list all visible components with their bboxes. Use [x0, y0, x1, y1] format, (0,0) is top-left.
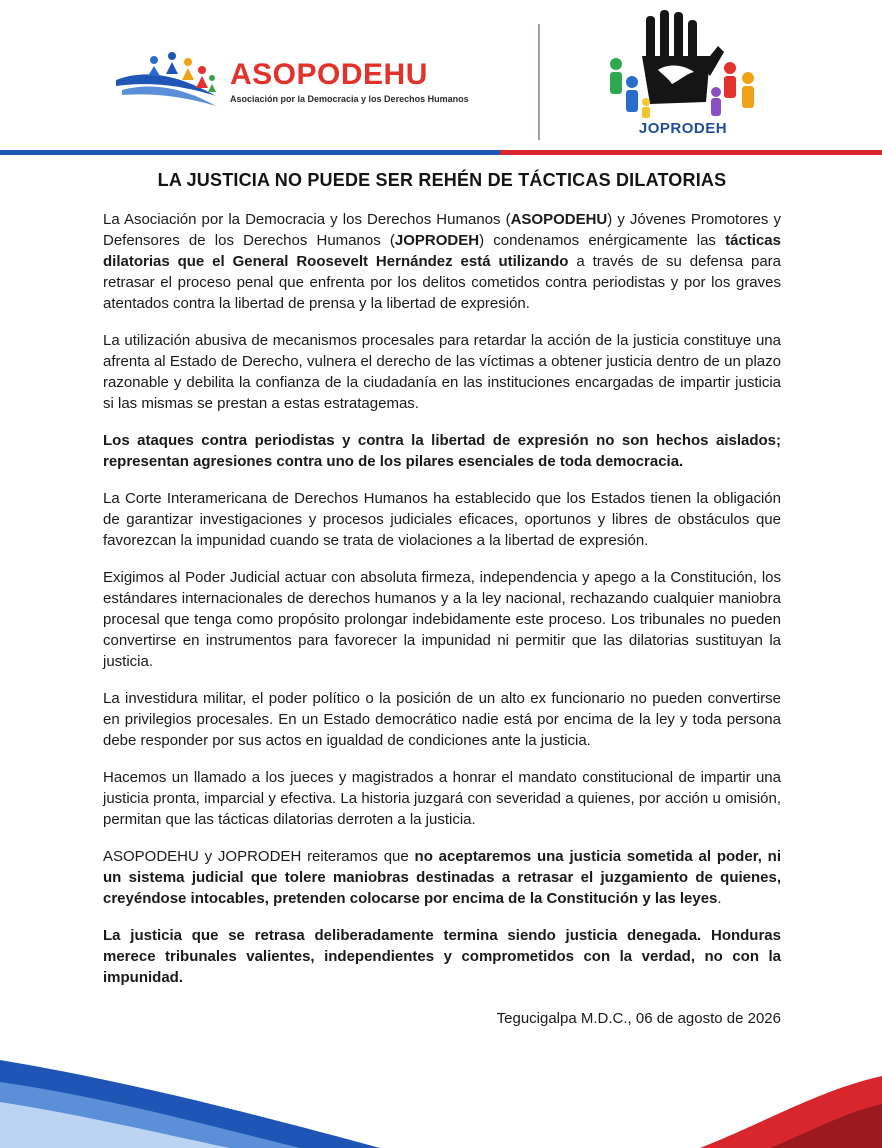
paragraph-8: [103, 846, 781, 909]
header-stripe-red: [500, 150, 882, 155]
paragraph-1-text-4: a través de su defensa para retrasar el proceso penal que enfrenta por los delitos cometidos contra periodistas y por los graves atentados contra la libertad de prensa y la libertad de expresión.: [103, 253, 781, 312]
asopodehu-subtitle: Asociación por la Democracia y los Derechos Humanos: [230, 94, 469, 104]
paragraph-8-text-2: .: [717, 890, 722, 907]
joprodeh-name: JOPRODEH: [638, 120, 728, 137]
asopodehu-name: ASOPODEHU: [230, 58, 428, 91]
document-body: [103, 170, 781, 1029]
paragraph-1-bold-1: ASOPODEHU: [510, 211, 608, 228]
closing-date: Tegucigalpa M.D.C., 06 de agosto de 2026: [496, 1010, 781, 1027]
header-stripe-blue: [0, 150, 500, 155]
paragraph-1-text-3: ) condenamos enérgicamente las: [479, 232, 726, 249]
paragraph-1-bold-2: JOPRODEH: [394, 232, 480, 249]
paragraph-8-text-1: ASOPODEHU y JOPRODEH reiteramos que: [103, 848, 415, 865]
people-swoosh-icon: [112, 46, 224, 116]
paragraph-1: [103, 209, 781, 314]
paragraph-1-text-1: La Asociación por la Democracia y los Derechos Humanos (: [103, 211, 511, 228]
paragraph-1-text-2: ) y Jóvenes Promotores y Defensores de los Derechos Humanos (: [103, 211, 781, 249]
paragraph-7: Hacemos un llamado a los jueces y magistrados a honrar el mandato constitucional de impartir una justicia pronta, imparcial y efectiva. La historia juzgará con severidad a quienes, por acción u omisión, permitan que las tácticas dilatorias derroten a la justicia.: [103, 769, 781, 828]
paragraph-4: La Corte Interamericana de Derechos Humanos ha establecido que los Estados tienen la obligación de garantizar investigaciones y procesos judiciales eficaces, oportunos y libres de obstáculos que favorezcan la impunidad cuando se trata de violaciones a la libertad de expresión.: [103, 490, 781, 549]
header-stripe: [0, 150, 882, 155]
paragraph-9: La justicia que se retrasa deliberadamente termina siendo justicia denegada. Honduras merece tribunales valientes, independientes y comprometidos con la verdad, no con la impunidad.: [103, 927, 781, 986]
paragraph-1-bold-3: tácticas dilatorias que el General Roosevelt Hernández está utilizando: [103, 232, 781, 270]
header-divider: [538, 24, 540, 140]
hand-people-icon: [598, 8, 768, 120]
document-title: LA JUSTICIA NO PUEDE SER REHÉN DE TÁCTICAS DILATORIAS: [157, 170, 727, 190]
paragraph-8-bold-1: no aceptaremos una justicia sometida al poder, ni un sistema judicial que tolere maniobras destinadas a retrasar el juzgamiento de quienes, creyéndose intocables, pretenden colocarse por encima de la Constitución y las leyes: [103, 848, 781, 907]
joprodeh-logo: [598, 8, 768, 143]
paragraph-2: La utilización abusiva de mecanismos procesales para retardar la acción de la justicia constituye una afrenta al Estado de Derecho, vulnera el derecho de las víctimas a obtener justicia dentro de un plazo razonable y debilita la confianza de la ciudadanía en las instituciones encargadas de impartir justicia si las mismas se prestan a estas estratagemas.: [103, 332, 781, 412]
paragraph-5: Exigimos al Poder Judicial actuar con absoluta firmeza, independencia y apego a la Constitución, los estándares internacionales de derechos humanos y a la ley nacional, rechazando cualquier maniobra procesal que tenga como propósito prolongar indebidamente este proceso. Los tribunales no pueden convertirse en instrumentos para favorecer la impunidad ni permitir que las dilatorias sustituyan la justicia.: [103, 569, 781, 670]
paragraph-6: La investidura militar, el poder político o la posición de un alto ex funcionario no pueden convertirse en privilegios procesales. En un Estado democrático nadie está por encima de la ley y toda persona debe responder por sus actos en igualdad de condiciones ante la justicia.: [103, 690, 781, 749]
paragraph-3: Los ataques contra periodistas y contra la libertad de expresión no son hechos aislados; representan agresiones contra uno de los pilares esenciales de toda democracia.: [103, 432, 781, 470]
asopodehu-logo: [112, 46, 502, 116]
footer-swoosh: [0, 1040, 882, 1148]
letterhead: [0, 0, 882, 150]
